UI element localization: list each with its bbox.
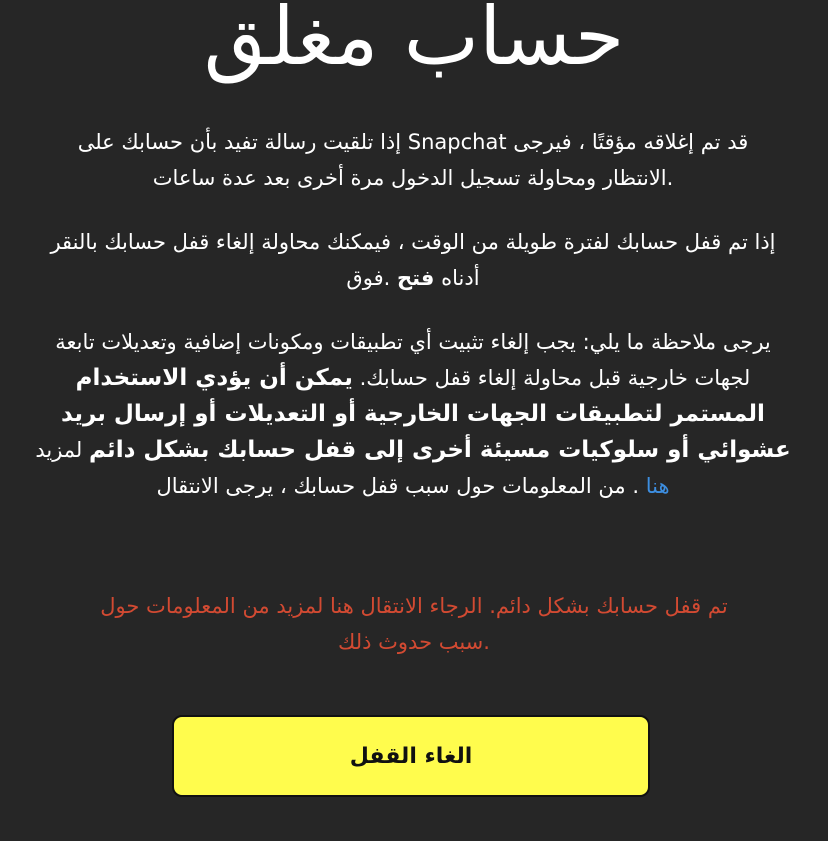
long-lock-line-2-suffix: أدناه [441, 266, 480, 290]
temporary-lock-line-1: قد تم إغلاقه مؤقتًا ، فيرجى Snapchat إذا تلقيت رسالة تفيد بأن حسابك على [77, 130, 749, 154]
unlock-button[interactable]: الغاء القفل [172, 715, 650, 797]
warning-plain-text: تابعة لجهات خارجية قبل محاولة إلغاء قفل حسابك. [55, 330, 751, 390]
warning-bold-text: يمكن أن يؤدي الاستخدام المستمر لتطبيقات الجهات الخارجية أو التعديلات أو إرسال بريد عشوائي أو سلوكيات مسيئة أخرى إلى قفل حسابك بشكل دائم [61, 365, 791, 463]
long-lock-line-1: إذا تم قفل حسابك لفترة طويلة من الوقت ، فيمكنك محاولة إلغاء قفل حسابك بالنقر [50, 230, 776, 254]
warning-line-1: يرجى ملاحظة ما يلي: يجب إلغاء تثبيت أي تطبيقات ومكونات إضافية وتعديلات [101, 330, 771, 354]
unlock-word: فتح [396, 266, 435, 290]
permanent-lock-error [70, 588, 758, 660]
long-lock-paragraph [28, 224, 798, 296]
temporary-lock-line-2: .الانتظار ومحاولة تسجيل الدخول مرة أخرى بعد عدة ساعات [152, 166, 674, 190]
temporary-lock-paragraph [28, 124, 798, 196]
page-title: حساب مغلق [203, 0, 625, 83]
warning-after-bold: لمزيد [35, 438, 83, 462]
long-lock-line-2-prefix: .فوق [346, 266, 391, 290]
third-party-warning-paragraph [28, 324, 798, 504]
error-line-1: تم قفل حسابك بشكل دائم. الرجاء الانتقال هنا لمزيد من المعلومات حول [100, 594, 728, 618]
warning-last-line: . من المعلومات حول سبب قفل حسابك ، يرجى الانتقال [156, 474, 640, 498]
error-line-2: .سبب حدوث ذلك [338, 630, 490, 654]
more-info-link[interactable]: هنا [645, 474, 670, 498]
